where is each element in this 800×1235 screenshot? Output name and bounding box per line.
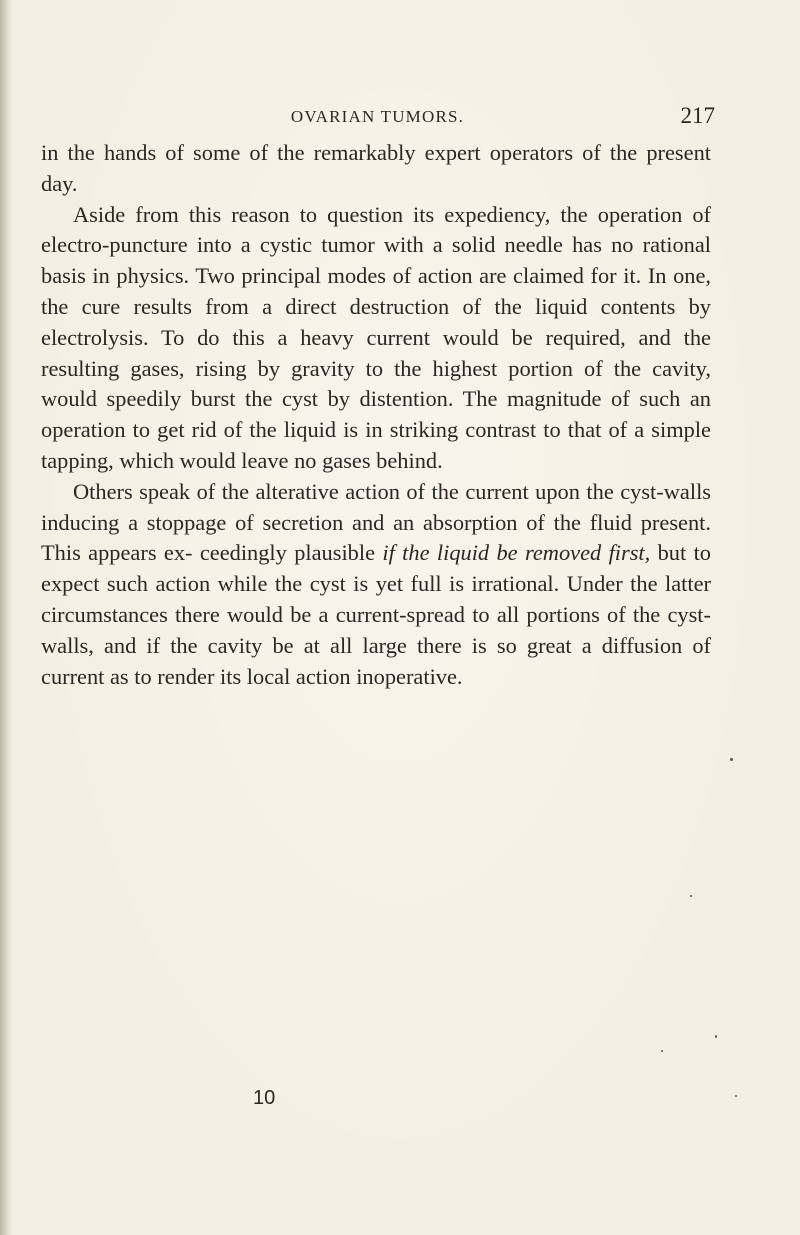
paragraph-continuation: in the hands of some of the remarkably expert operators of the present day. bbox=[41, 140, 711, 196]
page-number: 217 bbox=[680, 103, 715, 128]
paper-speck bbox=[715, 1035, 717, 1038]
spine-shadow bbox=[0, 0, 12, 1235]
paper-speck bbox=[735, 1095, 737, 1097]
running-head-title: OVARIAN TUMORS. bbox=[290, 107, 465, 126]
italic-phrase: if the liquid be removed first, bbox=[382, 540, 651, 566]
body-text bbox=[41, 138, 711, 692]
paper-speck bbox=[730, 758, 733, 761]
paragraph-text-before-italic: Others speak of the alterative action of the current upon the cyst-walls inducing a stoppage of secretion and an absorption of the fluid present. This appears ex- ceedingly plausible bbox=[41, 478, 711, 566]
paper-speck bbox=[661, 1050, 663, 1052]
paper-speck bbox=[690, 895, 692, 897]
paragraph-alterative-action bbox=[41, 477, 711, 693]
paragraph-electro-puncture: Aside from this reason to question its expediency, the operation of electro-puncture into a cystic tumor with a solid needle has no rational basis in physics. Two principal modes of action are claimed for it. In one, the cure results from a direct destruction of the liquid contents by electrolysis. To do this a heavy current would be required, and the resulting gases, rising by gravity to the highest portion of the cavity, would speedily burst the cyst by distention. The magnitude of such an operation to get rid of the liquid is in striking contrast to that of a simple tapping, which would leave no gases behind. bbox=[41, 201, 711, 473]
running-head bbox=[40, 103, 715, 133]
signature-mark: 10 bbox=[253, 1087, 276, 1109]
paragraph-text-after-italic: but to expect such action while the cyst is yet full is irrational. Under the latter circumstances there would be a current-spread to all portions of the cyst-walls, and if the cavity be at all large there is so great a diffusion of current as to render its local action inoperative. bbox=[41, 540, 711, 689]
